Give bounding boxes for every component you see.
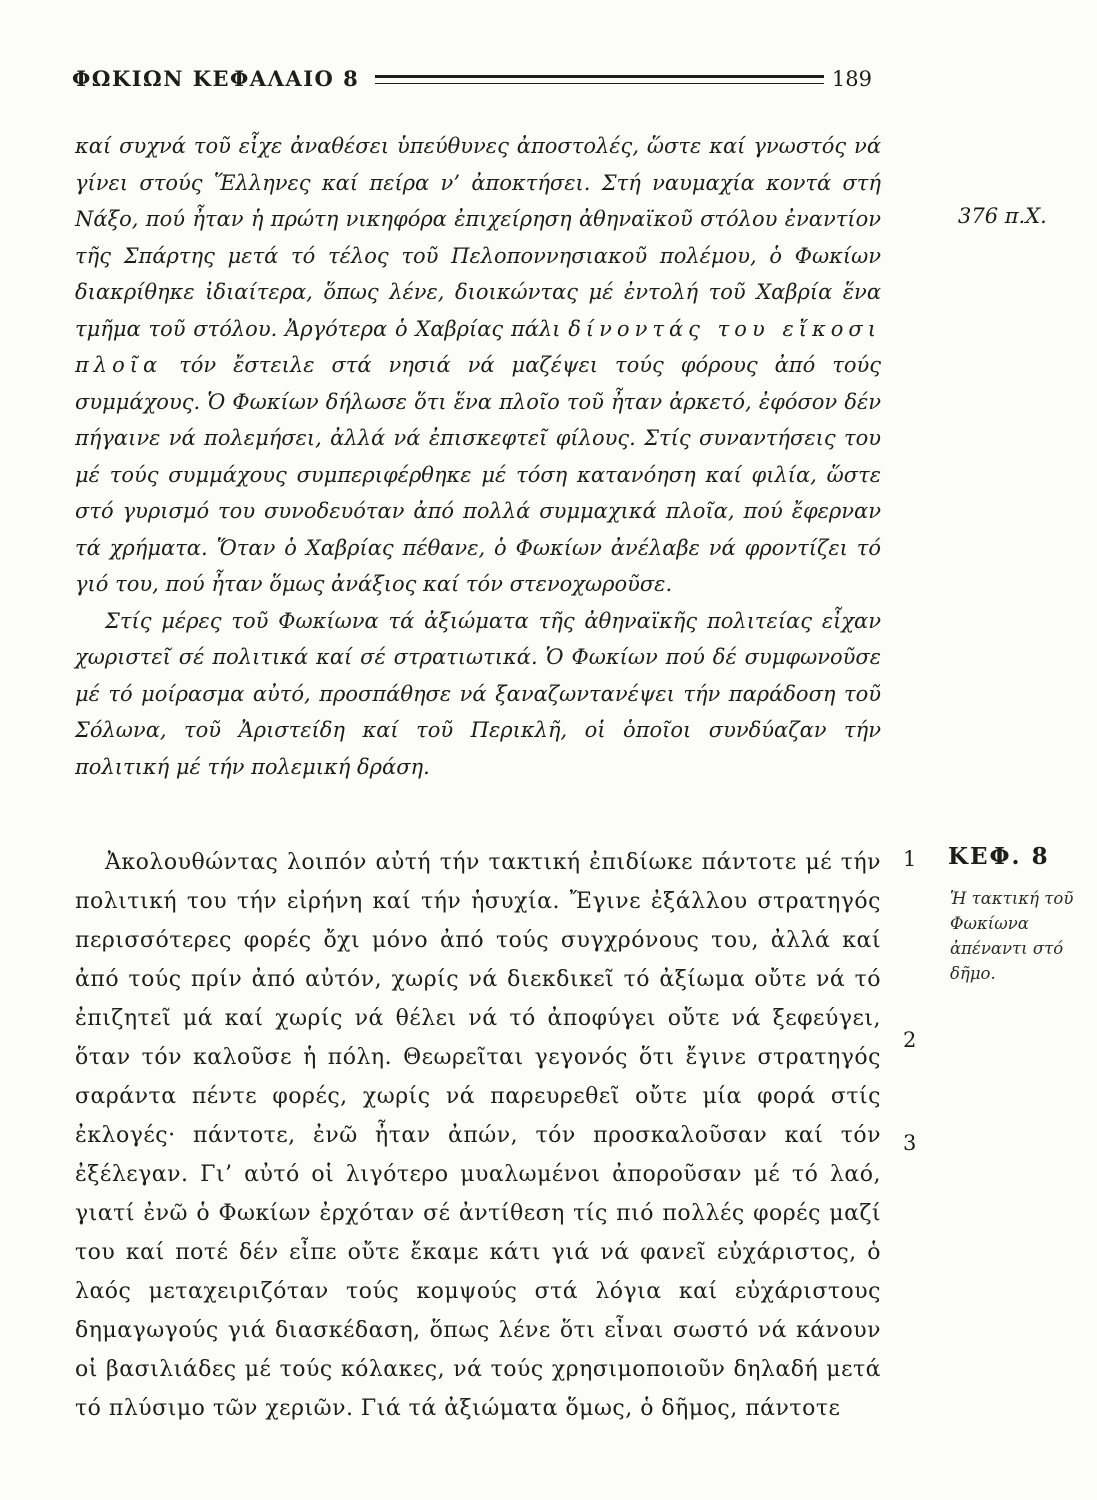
emphasized-letterspaced-text: δίνοντάς του εἴκοσι πλοῖα (75, 316, 881, 377)
margin-paragraph-number-2: 2 (903, 1028, 917, 1052)
paragraph (75, 843, 881, 1428)
page-header (72, 66, 872, 91)
body-text: τόν ἔστειλε στά νησιά νά μαζέψει τούς φόρους ἀπό τούς συμμάχους. Ὁ Φωκίων δήλωσε ὅτι ἕνα πλοῖο τοῦ ἦταν ἀρκετό, ἐφόσον δέν πήγαινε νά πολεμήσει, ἀλλά νά ἐπισκεφτεῖ φίλους. Στίς συναντήσεις του μέ τούς συμμάχους συμπεριφέρθηκε μέ τόση κατανόηση καί φιλία, ὥστε στό γυρισμό του συνοδευόταν ἀπό πολλά συμμαχικά πλοῖα, πού ἔφερναν τά χρήματα. Ὅταν ὁ Χαβρίας πέθανε, ὁ Φωκίων ἀνέλαβε νά φροντίζει τό γιό του, πού ἦταν ὅμως ἀνάξιος καί τόν στενοχωροῦσε. (75, 353, 881, 596)
body-text: Στίς μέρες τοῦ Φωκίωνα τά ἀξιώματα τῆς ἀθηναϊκῆς πολιτείας εἶχαν χωριστεῖ σέ πολιτικά καί σέ στρατιωτικά. Ὁ Φωκίων πού δέ συμφωνοῦσε μέ τό μοίρασμα αὐτό, προσπάθησε νά ξαναζωντανέψει τήν παράδοση τοῦ Σόλωνα, τοῦ Ἀριστείδη καί τοῦ Περικλῆ, οἱ ὁποῖοι συνδύαζαν τήν πολιτική μέ τήν πολεμική δράση. (75, 608, 881, 779)
text-section (75, 843, 881, 1428)
margin-paragraph-number-1: 1 (903, 847, 917, 871)
paragraph (75, 128, 881, 603)
text-column (75, 128, 881, 1428)
running-header-title: ΦΩΚΙΩΝ ΚΕΦΑΛΑΙΟ 8 (72, 66, 360, 91)
margin-side-note: Ἡ τακτική τοῦ Φωκίωνα ἀπέναντι στό δῆμο. (950, 889, 1074, 983)
text-section (75, 128, 881, 785)
margin-date-note: 376 π.Χ. (958, 204, 1047, 228)
margin-paragraph-number-3: 3 (903, 1131, 917, 1155)
body-text: καί συχνά τοῦ εἶχε ἀναθέσει ὑπεύθυνες ἀποστολές, ὥστε καί γνωστός νά γίνει στούς Ἕλληνες καί πείρα ν’ ἀποκτήσει. Στή ναυμαχία κοντά στή Νάξο, πού ἦταν ἡ πρώτη νικηφόρα ἐπιχείρηση ἀθηναϊκοῦ στόλου ἐναντίον τῆς Σπάρτης μετά τό τέλος τοῦ Πελοποννησιακοῦ πολέμου, ὁ Φωκίων διακρίθηκε ἰδιαίτερα, ὅπως λένε, διοικώντας μέ ἐντολή τοῦ Χαβρία ἕνα τμῆμα τοῦ στόλου. Ἀργότερα ὁ Χαβρίας πάλι (75, 134, 881, 341)
margin-chapter-label: ΚΕΦ. 8 (948, 843, 1050, 870)
paragraph (75, 603, 881, 786)
body-text: Ἀκολουθώντας λοιπόν αὐτή τήν τακτική ἐπιδίωκε πάντοτε μέ τήν πολιτική του τήν εἰρήνη καί τήν ἡσυχία. Ἔγινε ἐξάλλου στρατηγός περισσότερες φορές ὄχι μόνο ἀπό τούς συγχρόνους του, ἀλλά καί ἀπό τούς πρίν ἀπό αὐτόν, χωρίς νά διεκδικεῖ τό ἀξίωμα οὔτε νά τό ἐπιζητεῖ μά καί χωρίς νά θέλει νά τό ἀποφύγει οὔτε νά ξεφεύγει, ὅταν τόν καλοῦσε ἡ πόλη. Θεωρεῖται γεγονός ὅτι ἔγινε στρατηγός σαράντα πέντε φορές, χωρίς νά παρευρεθεῖ οὔτε μία φορά στίς ἐκλογές· πάντοτε, ἐνῶ ἦταν ἀπών, τόν προσκαλοῦσαν καί τόν ἐξέλεγαν. Γι’ αὐτό οἱ λιγότερο μυαλωμένοι ἀποροῦσαν μέ τό λαό, γιατί ἐνῶ ὁ Φωκίων ἐρχόταν σέ ἀντίθεση τίς πιό πολλές φορές μαζί του καί ποτέ δέν εἶπε οὔτε ἔκαμε κάτι γιά νά φανεῖ εὐχάριστος, ὁ λαός μεταχειριζόταν τούς κομψούς στά λόγια καί εὐχάριστους δημαγωγούς γιά διασκέδαση, ὅπως λένε ὅτι εἶναι σωστό νά κάνουν οἱ βασιλιάδες μέ τούς κόλακες, νά τούς χρησιμοποιοῦν δηλαδή μετά τό πλύσιμο τῶν χεριῶν. Γιά τά ἀξιώματα ὅμως, ὁ δῆμος, πάντοτε (75, 850, 881, 1421)
header-double-rule (375, 75, 824, 84)
page-number: 189 (831, 66, 872, 91)
